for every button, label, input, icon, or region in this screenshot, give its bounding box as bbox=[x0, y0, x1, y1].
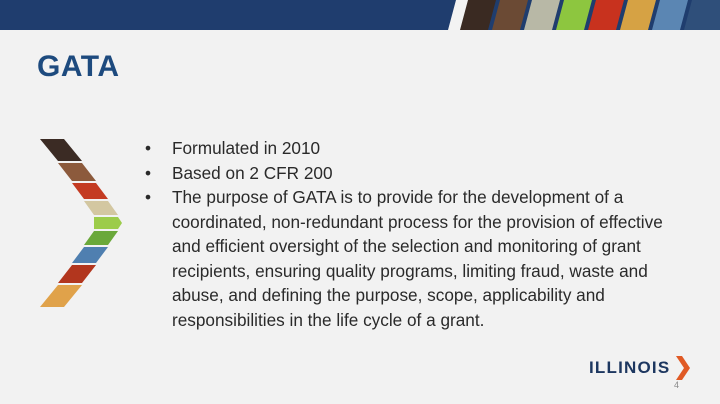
slide-title: GATA bbox=[37, 50, 120, 83]
bullet-list bbox=[145, 136, 680, 332]
photo-strip-image bbox=[448, 0, 720, 30]
bullet-text: The purpose of GATA is to provide for the development of a coordinated, non-redundant process for the provision of effective and efficient oversight of the selection and monitoring of grant recipients, ensuring quality programs, limiting fraud, waste and abuse, and defining the purpose, scope, applicability and responsibilities in the life cycle of a grant. bbox=[172, 187, 663, 330]
bullet-marker: • bbox=[145, 138, 152, 158]
bullet-item bbox=[145, 136, 680, 161]
chevron-photo-collage bbox=[38, 137, 124, 309]
page-number: 4 bbox=[674, 380, 680, 390]
bullet-item bbox=[145, 185, 680, 332]
bullet-marker: • bbox=[145, 162, 152, 183]
chevron-right-icon bbox=[676, 356, 690, 380]
top-banner bbox=[0, 0, 720, 30]
illinois-logo bbox=[589, 356, 693, 382]
bullet-marker: • bbox=[145, 187, 152, 207]
bullet-text: Based on 2 CFR 200 bbox=[172, 162, 333, 183]
bullet-text: Formulated in 2010 bbox=[172, 138, 321, 158]
logo-text: ILLINOIS bbox=[589, 358, 671, 377]
bullet-item bbox=[145, 161, 680, 186]
